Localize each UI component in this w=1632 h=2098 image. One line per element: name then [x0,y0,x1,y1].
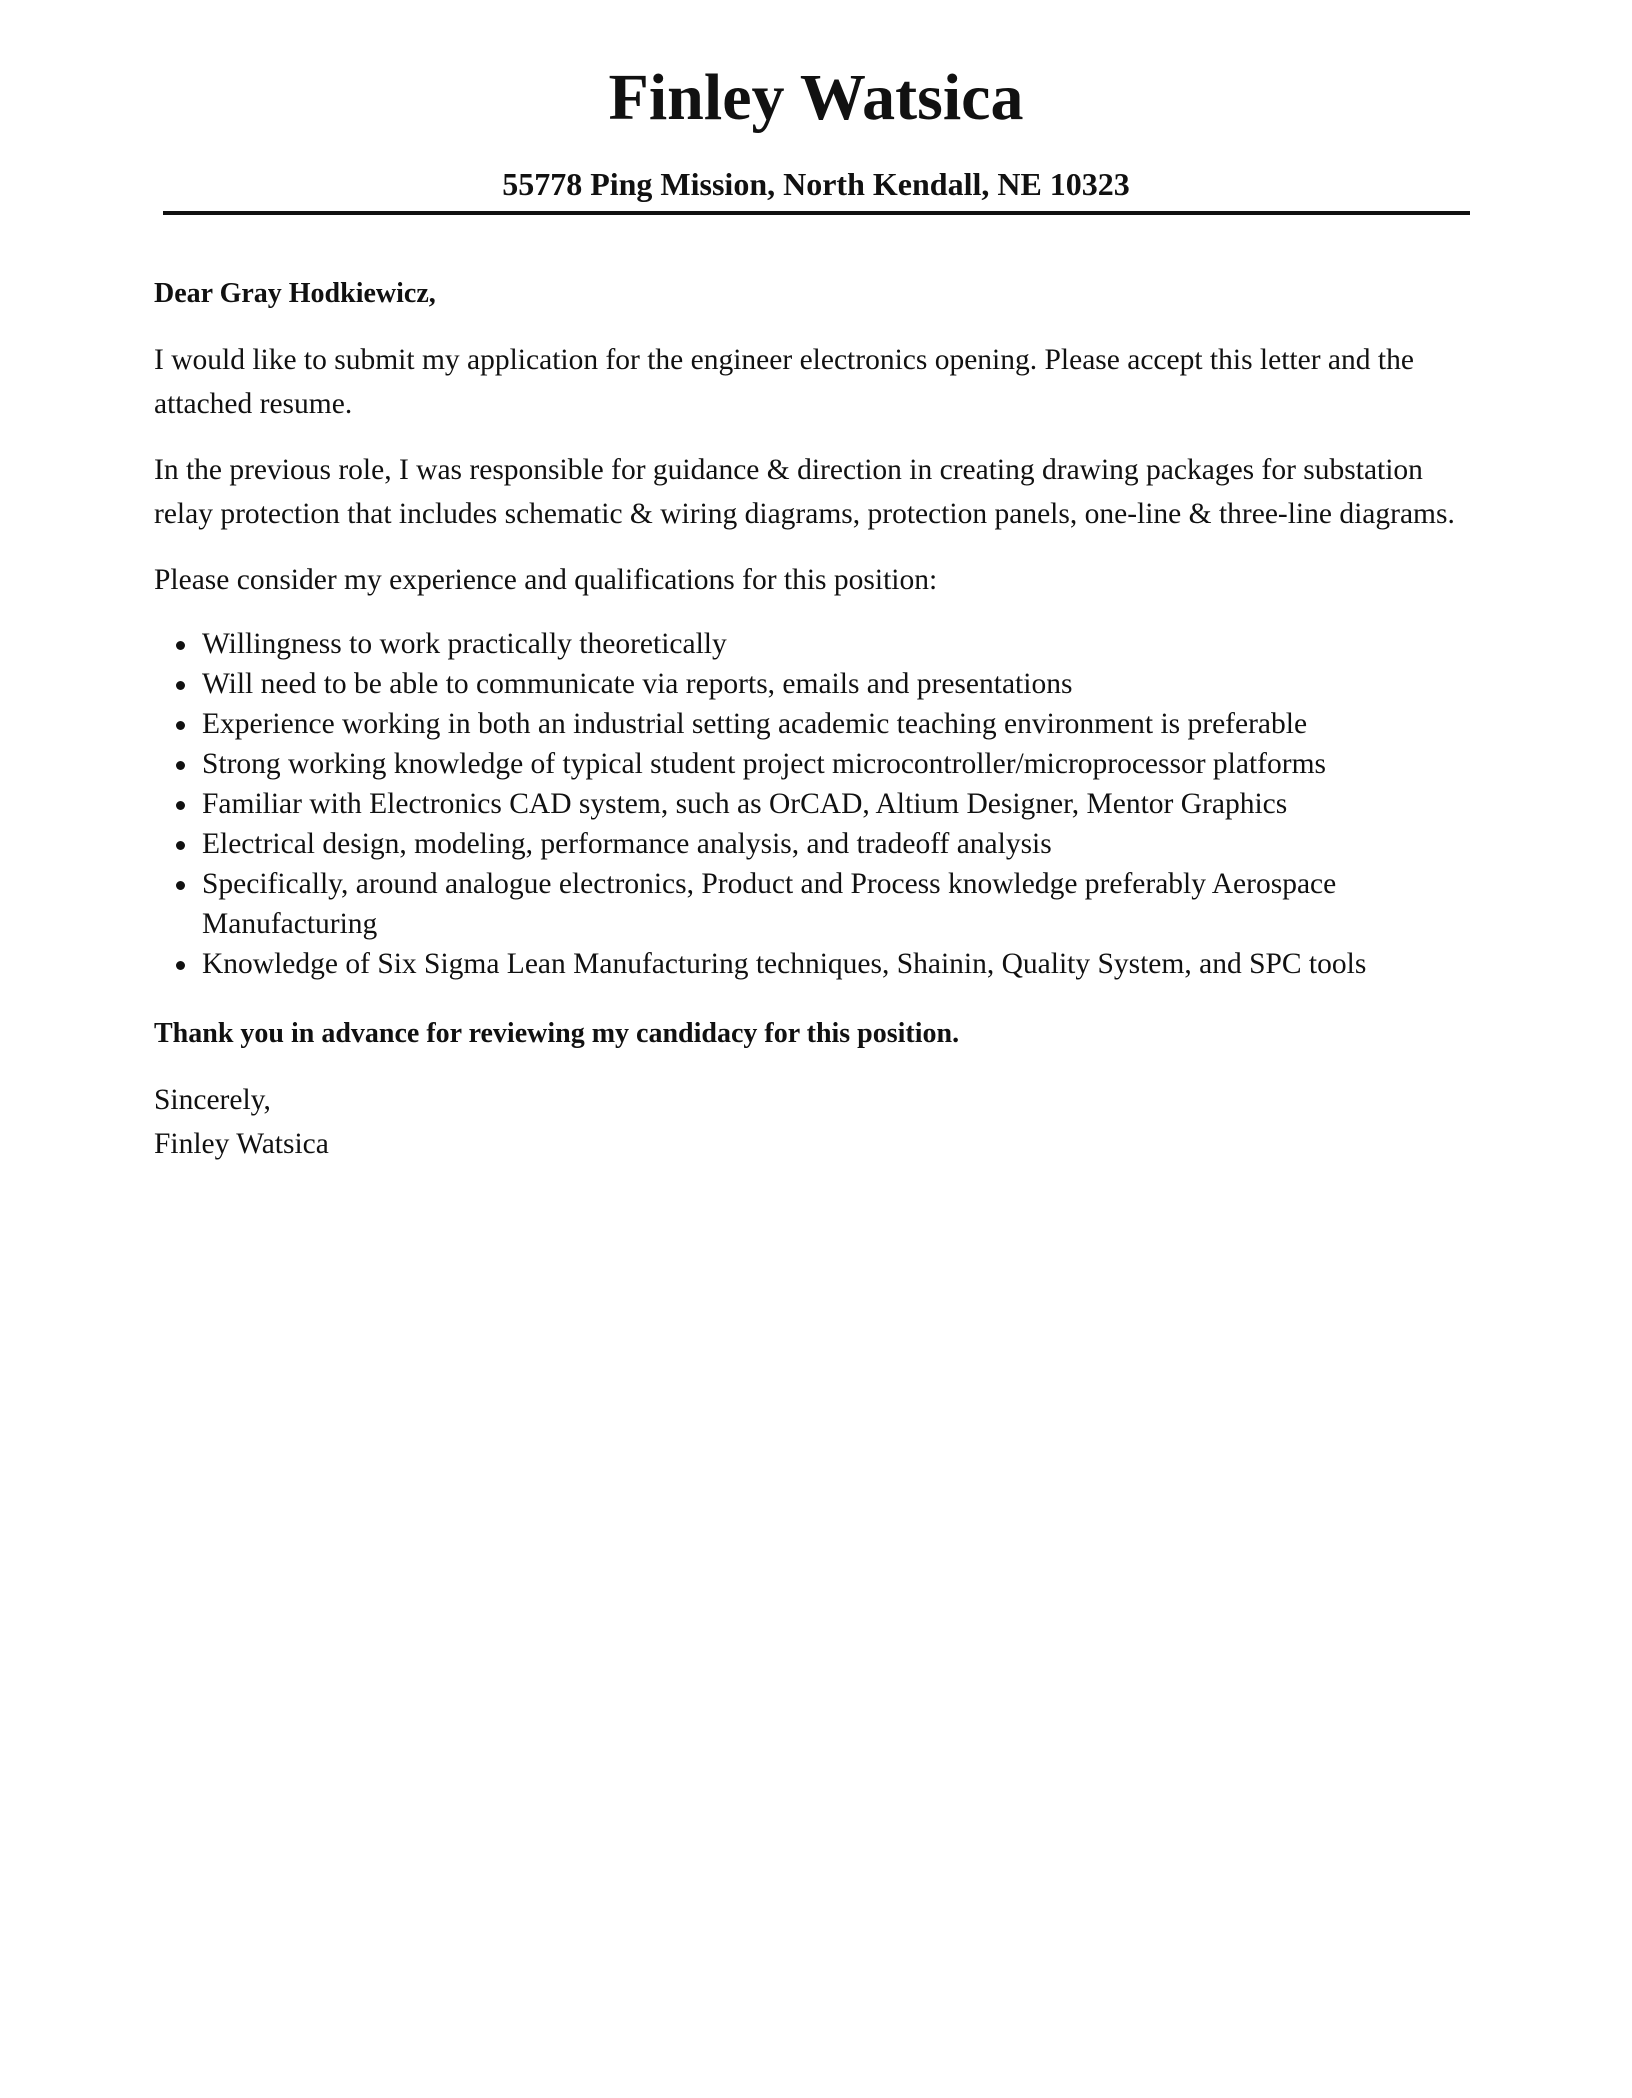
bullet-icon [176,761,185,770]
bullet-icon [176,641,185,650]
list-item [202,664,1474,704]
qualification-text: Strong working knowledge of typical student project microcontroller/microprocessor platforms [202,748,1326,780]
list-item [202,784,1474,824]
thank-you-line: Thank you in advance for reviewing my candidacy for this position. [154,1018,960,1049]
qualifications-intro: Please consider my experience and qualifications for this position: [154,564,938,596]
applicant-name: Finley Watsica [608,61,1024,134]
qualification-text: Specifically, around analogue electronics, Product and Process knowledge preferably Aerospace Manufacturing [202,868,1337,940]
list-item [202,824,1474,864]
qualification-text: Electrical design, modeling, performance analysis, and tradeoff analysis [202,828,1052,860]
qualification-text: Willingness to work practically theoretically [202,628,727,660]
list-item [202,864,1474,944]
qualification-text: Will need to be able to communicate via reports, emails and presentations [202,668,1073,700]
qualification-text: Knowledge of Six Sigma Lean Manufacturing techniques, Shainin, Quality System, and SPC tools [202,948,1367,980]
bullet-icon [176,881,185,890]
list-item [202,744,1474,784]
experience-paragraph: In the previous role, I was responsible for guidance & direction in creating drawing packages for substation relay protection that includes schematic & wiring diagrams, protection panels, one-line & three-line diagrams. [154,454,1455,530]
bullet-icon [176,801,185,810]
qualification-text: Familiar with Electronics CAD system, such as OrCAD, Altium Designer, Mentor Graphics [202,788,1288,820]
closing: Sincerely, [154,1084,271,1116]
list-item [202,624,1474,664]
intro-paragraph: I would like to submit my application for the engineer electronics opening. Please accept this letter and the attached resume. [154,344,1414,420]
letter-body [154,272,1474,1166]
list-item [202,704,1474,744]
qualification-text: Experience working in both an industrial setting academic teaching environment is preferable [202,708,1308,740]
signature: Finley Watsica [154,1128,329,1160]
bullet-icon [176,841,185,850]
bullet-icon [176,721,185,730]
bullet-icon [176,681,185,690]
applicant-address: 55778 Ping Mission, North Kendall, NE 10323 [502,166,1130,202]
list-item [202,944,1474,984]
salutation: Dear Gray Hodkiewicz, [154,278,436,309]
qualifications-list [154,624,1474,984]
bullet-icon [176,961,185,970]
header-divider [163,211,1470,215]
